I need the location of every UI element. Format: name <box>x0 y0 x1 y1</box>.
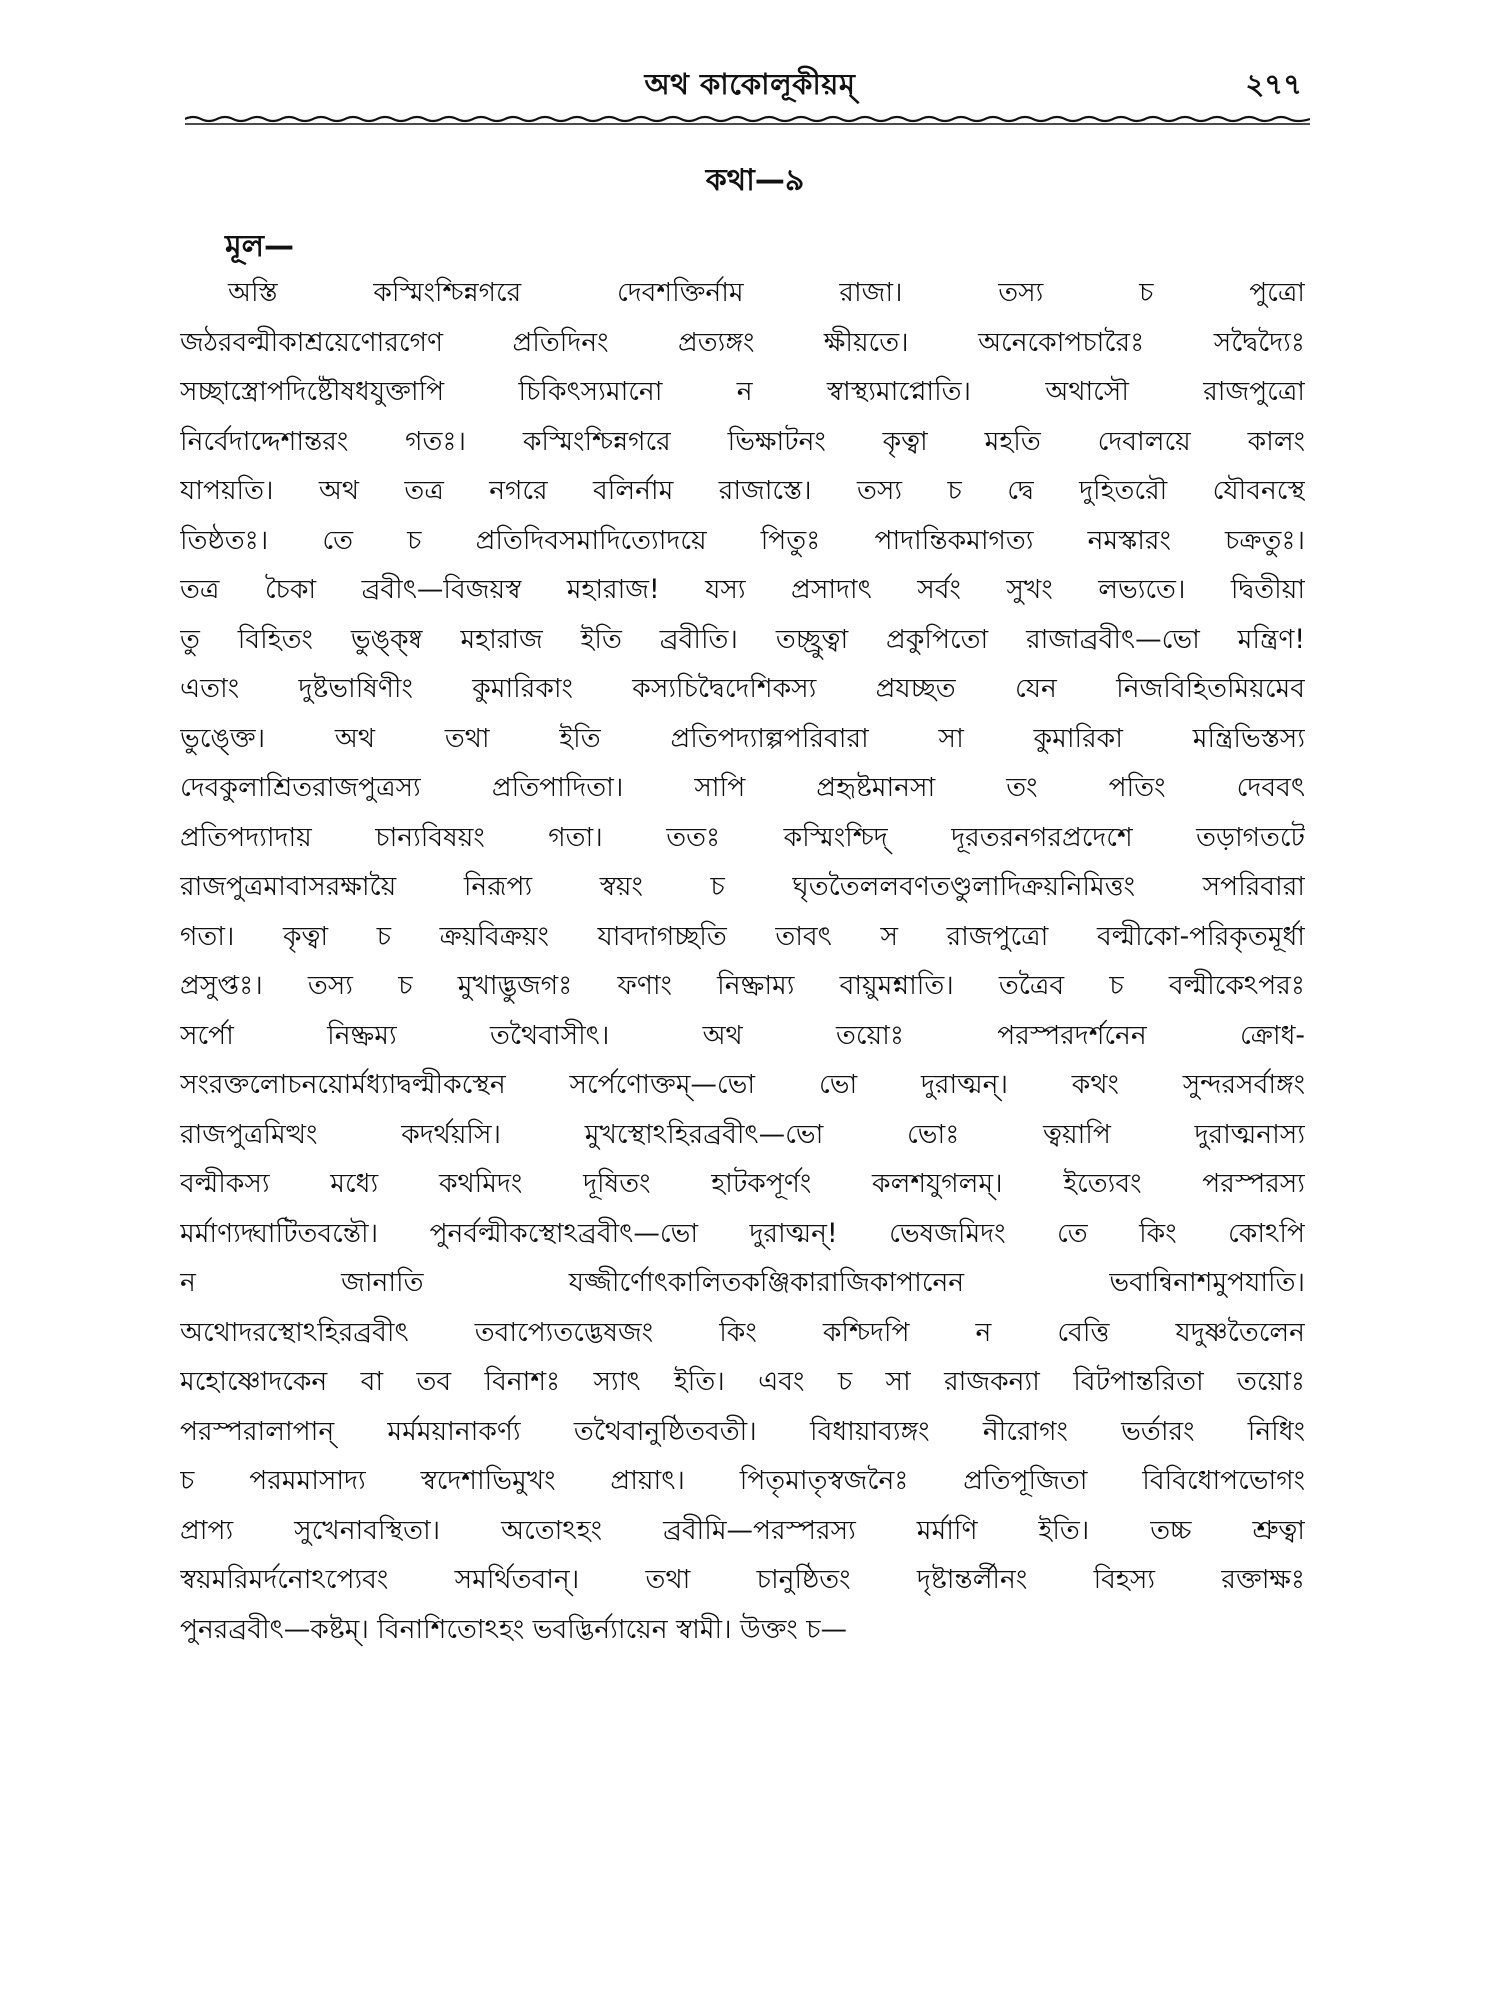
text-line: তত্র চৈকা ব্রবীৎ—বিজয়স্ব মহারাজ! যস্য প্রসাদাৎ সর্বং সুখং লভ্যতে। দ্বিতীয়া <box>180 574 1305 605</box>
body-text <box>180 268 1305 1654</box>
text-line: মহোষ্ণোদকেন বা তব বিনাশঃ স্যাৎ ইতি। এবং চ সা রাজকন্যা বিটপান্তরিতা তয়োঃ <box>180 1366 1305 1397</box>
text-line: তিষ্ঠতঃ। তে চ প্রতিদিবসমাদিত্যোদয়ে পিতুঃ পাদান্তিকমাগত্য নমস্কারং চক্রতুঃ। <box>180 524 1305 556</box>
text-line: সর্পো নিষ্ক্রম্য তথৈবাসীৎ। অথ তয়োঃ পরস্পরদর্শনেন ক্রোধ- <box>180 1019 1305 1051</box>
text-line: সংরক্তলোচনয়োর্মধ্যাদ্বল্মীকস্থেন সর্পেণোক্তম্—ভো ভো দুরাত্মন্। কথং সুন্দরসর্বাঙ্গং <box>180 1069 1305 1100</box>
text-line: পরস্পরালাপান্ মর্মময়ানাকর্ণ্য তথৈবানুষ্ঠিতবতী। বিধায়াব্যঙ্গং নীরোগং ভর্তারং নিধিং <box>180 1415 1305 1447</box>
text-line: রাজপুত্রমিত্থং কদর্থয়সি। মুখস্থোঽহিরব্রবীৎ—ভো ভোঃ ত্বয়াপি দুরাত্মনাস্য <box>180 1118 1305 1150</box>
text-line: প্রতিপদ্যাদায় চান্যবিষয়ং গতা। ততঃ কস্মিংশ্চিদ্ দূরতরনগরপ্রদেশে তড়াগতটে <box>180 821 1305 853</box>
text-line: অথোদরস্থোঽহিরব্রবীৎ তবাপ্যেতদ্ভেষজং কিং কশ্চিদপি ন বেত্তি যদুষ্ণতৈলেন <box>180 1316 1305 1348</box>
text-line: প্রাপ্য সুখেনাবস্থিতা। অতোঽহং ব্রবীমি—পরস্পরস্য মর্মাণি ইতি। তচ্চ শ্রুত্বা <box>180 1514 1305 1546</box>
text-line: সচ্ছাস্ত্রোপদিষ্টৌষধযুক্তাপি চিকিৎস্যমানো ন স্বাস্থ্যমাপ্নোতি। অথাসৌ রাজপুত্রো <box>180 376 1305 407</box>
text-line: স্বয়মরিমর্দনোঽপ্যেবং সমর্থিতবান্। তথা চানুষ্ঠিতং দৃষ্টান্তর্লীনং বিহস্য রক্তাক্ষঃ <box>180 1564 1305 1595</box>
section-label: মূল— <box>225 229 295 264</box>
text-line: দেবকুলাশ্রিতরাজপুত্রস্য প্রতিপাদিতা। সাপি প্রহৃষ্টমানসা তং পতিং দেববৎ <box>180 772 1305 803</box>
page-header <box>190 62 1310 110</box>
text-line: গতা। কৃত্বা চ ক্রয়বিক্রয়ং যাবদাগচ্ছতি তাবৎ স রাজপুত্রো বল্মীকো-পরিকৃতমূর্ধা <box>180 920 1305 952</box>
header-rule <box>185 113 1310 127</box>
text-line: যাপয়তি। অথ তত্র নগরে বলির্নাম রাজাস্তে। তস্য চ দ্বে দুহিতরৌ যৌবনস্থে <box>180 475 1305 506</box>
text-line: পুনরব্রবীৎ—কষ্টম্। বিনাশিতোঽহং ভবদ্ভির্ন্যায়েন স্বামী। উক্তং চ— <box>180 1613 848 1645</box>
text-line: জঠরবল্মীকাশ্রয়েণোরগেণ প্রতিদিনং প্রত্যঙ্গং ক্ষীয়তে। অনেকোপচারৈঃ সদ্বৈদ্যৈঃ <box>180 326 1305 358</box>
text-line: বল্মীকস্য মধ্যে কথমিদং দূষিতং হাটকপূর্ণং কলশযুগলম্। ইত্যেবং পরস্পরস্য <box>180 1168 1305 1199</box>
text-line: মর্মাণ্যদ্ঘাটিতবন্তৌ। পুনর্বল্মীকস্থোঽব্রবীৎ—ভো দুরাত্মন্! ভেষজমিদং তে কিং কোঽপি <box>180 1217 1305 1249</box>
story-heading: কথা—৯ <box>705 163 805 198</box>
running-title: অথ কাকোলূকীয়ম্ <box>644 67 856 101</box>
text-line: ন জানাতি যজ্জীর্ণোৎকালিতকঞ্জিকারাজিকাপানেন ভবান্বিনাশমুপযাতি। <box>180 1267 1305 1298</box>
page-number: ২৭৭ <box>1245 67 1302 101</box>
text-line: রাজপুত্রমাবাসরক্ষায়ৈ নিরূপ্য স্বয়ং চ ঘৃততৈললবণতণ্ডুলাদিক্রয়নিমিত্তং সপরিবারা <box>180 871 1305 902</box>
text-line: ভুঙ্ক্তে। অথ তথা ইতি প্রতিপদ্যাল্পপরিবারা সা কুমারিকা মন্ত্রিভিস্তস্য <box>180 722 1305 754</box>
text-line: চ পরমমাসাদ্য স্বদেশাভিমুখং প্রায়াৎ। পিতৃমাতৃস্বজনৈঃ প্রতিপূজিতা বিবিধোপভোগং <box>180 1465 1305 1496</box>
text-line: তু বিহিতং ভুঙ্ক্ষ্ব মহারাজ ইতি ব্রবীতি। তচ্ছ্রুত্বা প্রকুপিতো রাজাব্রবীৎ—ভো মন্ত্রিণ! <box>180 623 1305 655</box>
text-line: এতাং দুষ্টভাষিণীং কুমারিকাং কস্যচিদ্বৈদেশিকস্য প্রযচ্ছত যেন নিজবিহিতমিয়মেব <box>180 673 1305 704</box>
text-line: অস্তি কস্মিংশ্চিন্নগরে দেবশক্তির্নাম রাজা। তস্য চ পুত্রো <box>228 277 1305 308</box>
text-line: প্রসুপ্তঃ। তস্য চ মুখাদ্ভুজগঃ ফণাং নিষ্ক্রাম্য বায়ুমশ্নাতি। তত্রৈব চ বল্মীকেঽপরঃ <box>180 970 1305 1001</box>
text-line: নির্বেদাদ্দেশান্তরং গতঃ। কস্মিংশ্চিন্নগরে ভিক্ষাটনং কৃত্বা মহতি দেবালয়ে কালং <box>180 425 1305 457</box>
